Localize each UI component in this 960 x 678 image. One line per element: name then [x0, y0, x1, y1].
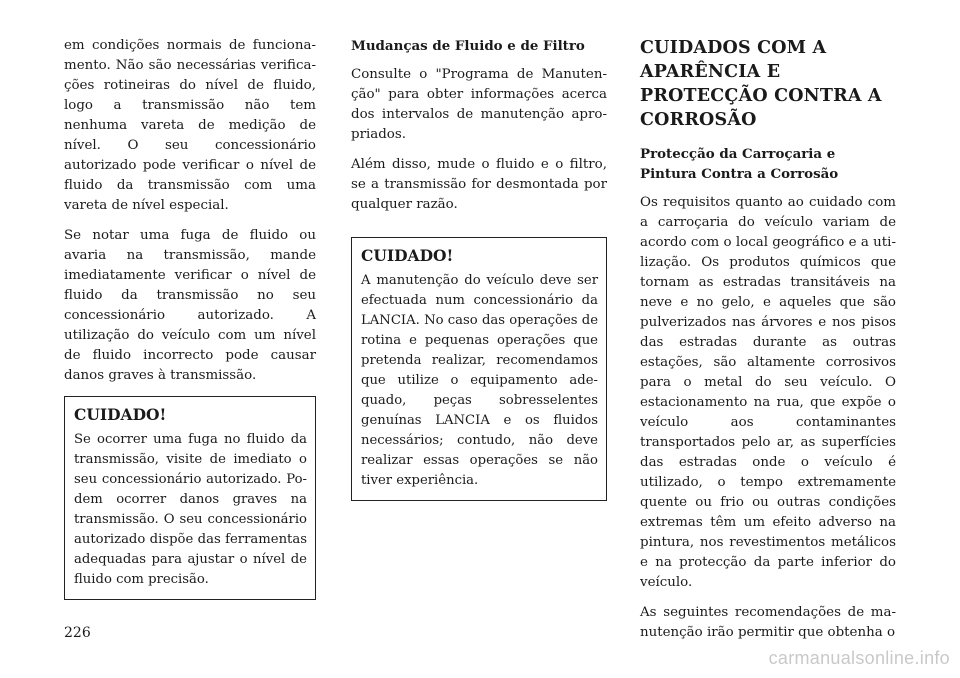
paragraph: Além disso, mude o fluido e o filtro, se a transmissão for desmontada por qualquer razão.: [351, 157, 607, 212]
column-right: [640, 36, 896, 653]
section-heading: Mudanças de Fluido e de Filtro: [351, 38, 585, 54]
paragraph: Se notar uma fuga de fluido ou avaria na transmissão, mande imediatamente verificar o nível de fluido da transmissão no seu concessionário autorizado. A utilização do veículo com um nível de fluido incorrecto pode causar danos graves à transmissão.: [64, 228, 316, 383]
warning-text: A manutenção do veículo deve ser efectuada num concessionário da LANCIA. No caso das operações de rotina e pequenas operações que pretenda realizar, recomendamos que utilize o equipamento adequado, peças sobresselentes genuínas LANCIA e os fluidos necessários; contudo, não deve realizar essas operações se não tiver experiência.: [361, 273, 598, 488]
paragraph: Consulte o "Programa de Manutenção" para obter informações acerca dos intervalos de manutenção apropriados.: [351, 67, 607, 142]
warning-text: Se ocorrer uma fuga no fluido da transmissão, visite de imediato o seu concessionário autorizado. Podem ocorrer danos graves na transmissão. O seu concessionário autorizado dispõe das ferramentas adequadas para ajustar o nível de fluido com precisão.: [74, 432, 307, 587]
paragraph: Os requisitos quanto ao cuidado com a carroçaria do veículo variam de acordo com o local geográfico e a utilização. Os produtos químicos que tornam as estradas transitáveis na neve e no gelo, e aqueles que são pulverizados nas árvores e nos pisos das estradas durante as outras estações, são altamente corrosivos para o metal do seu veículo. O estacionamento na rua, que expõe o veículo aos contaminantes transportados pelo ar, as superfícies das estradas onde o veículo é utilizado, o tempo extremamente quente ou frio ou outras condições extremas têm um efeito adverso na pintura, nos revestimentos metálicos e na protecção da parte inferior do veículo.: [640, 195, 896, 590]
page-number: 226: [64, 625, 91, 641]
watermark: carmanualsonline.info: [768, 648, 950, 668]
warning-title: CUIDADO!: [74, 405, 167, 424]
section-title: CUIDADOS COM A APARÊNCIA E PROTECÇÃO CONTRA A CORROSÃO: [640, 38, 882, 130]
paragraph: em condições normais de funcionamento. Não são necessárias verificações rotineiras do nível de fluido, logo a transmissão não tem nenhuma vareta de medição de nível. O seu concessionário autorizado pode verificar o nível de fluido da transmissão com uma vareta de nível especial.: [64, 38, 316, 213]
warning-title: CUIDADO!: [361, 246, 454, 265]
subsection-heading: Protecção da Carroçaria e Pintura Contra a Corrosão: [640, 146, 839, 182]
column-middle: [351, 36, 607, 501]
warning-box: [64, 396, 316, 600]
paragraph: As seguintes recomendações de manutenção irão permitir que obtenha o: [640, 605, 896, 640]
warning-box: [351, 237, 607, 501]
column-left: [64, 36, 316, 600]
